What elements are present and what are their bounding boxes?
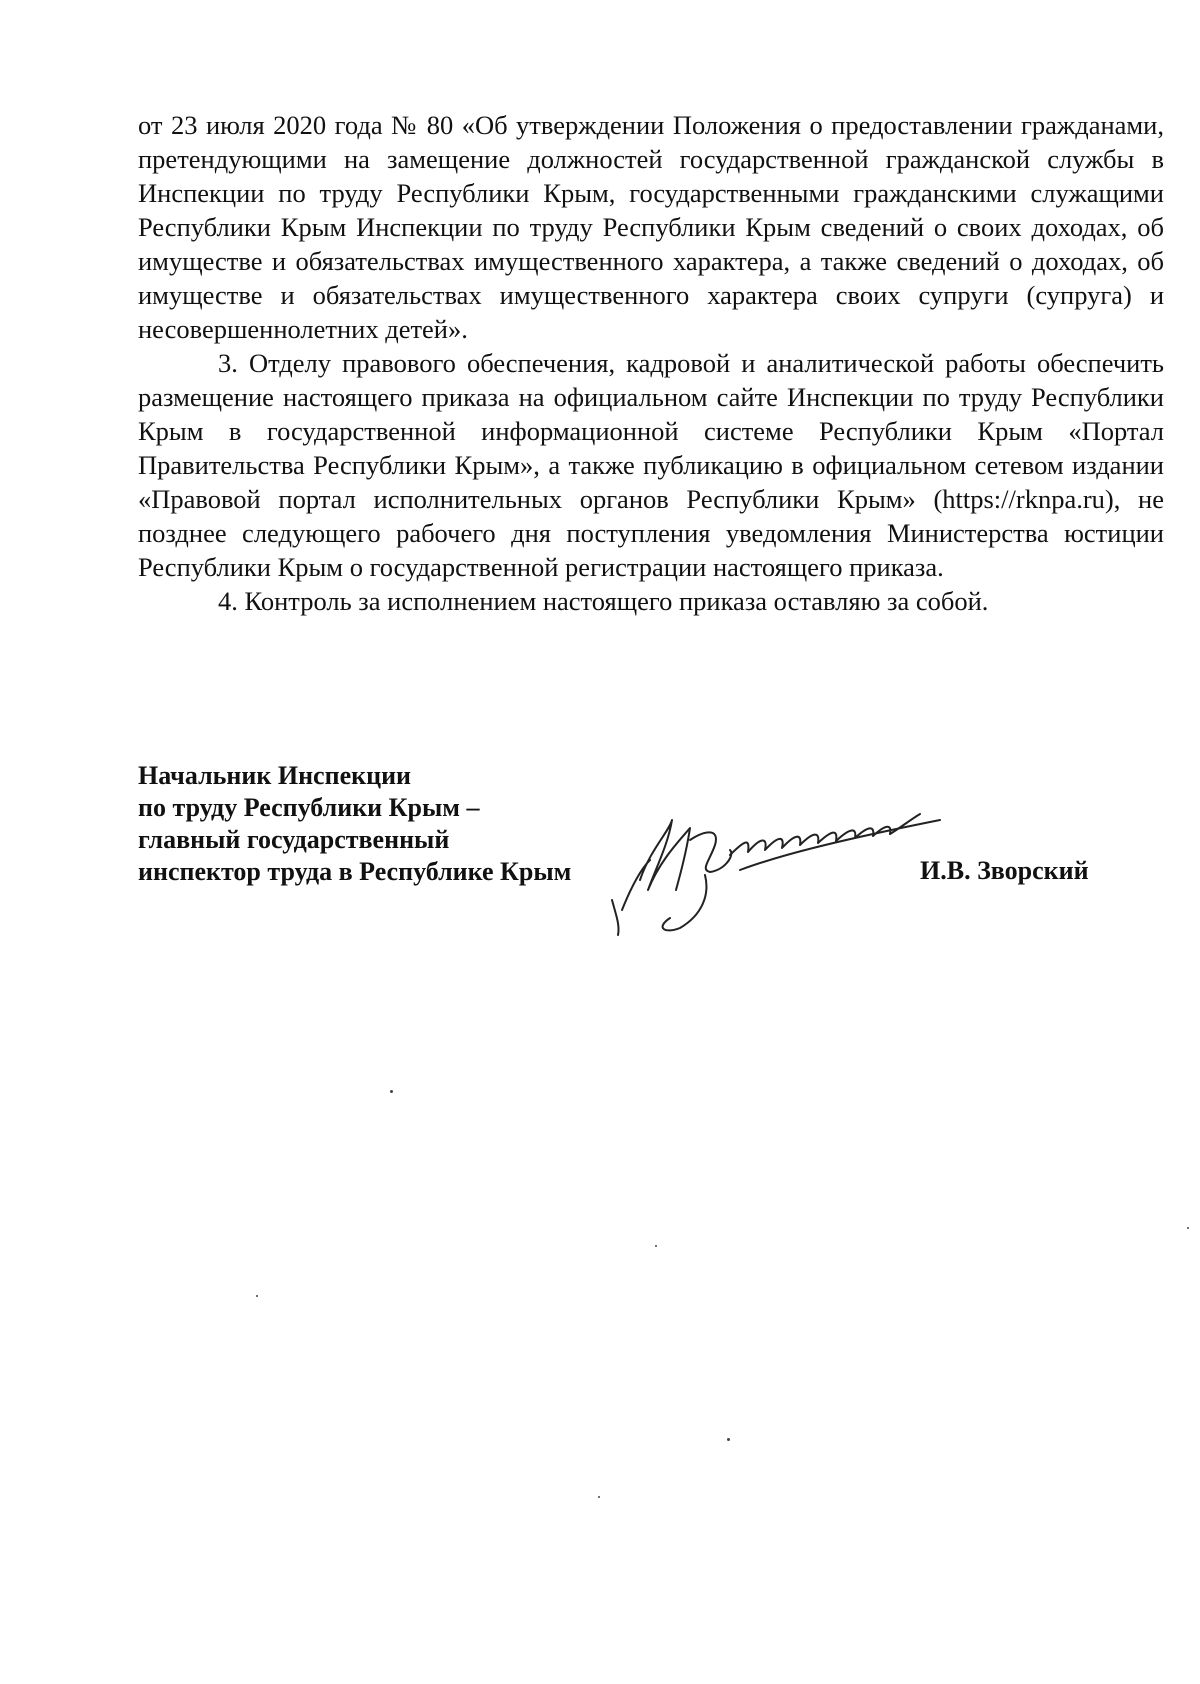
scan-speck <box>598 1496 600 1498</box>
scan-speck <box>655 1245 657 1247</box>
handwritten-signature <box>610 800 970 940</box>
scan-speck <box>1187 1227 1189 1229</box>
document-body <box>138 108 1164 618</box>
signatory-title-line: по труду Республики Крым – <box>138 793 480 822</box>
paragraph-continuation: от 23 июля 2020 года № 80 «Об утверждении Положения о предоставлении гражданами, претендующими на замещение должностей государственной гражданской службы в Инспекции по труду Республики Крым, государственными гражданскими служащими Республики Крым Инспекции по труду Республики Крым сведений о своих доходах, об имуществе и обязательствах имущественного характера, а также сведений о доходах, об имуществе и обязательствах имущественного характера своих супруги (супруга) и несовершеннолетних детей». <box>138 110 1164 344</box>
scan-speck <box>256 1295 258 1297</box>
paragraph-item-3: 3. Отделу правового обеспечения, кадровой и аналитической работы обеспечить размещение настоящего приказа на официальном сайте Инспекции по труду Республики Крым в государственной информационной системе Республики Крым «Портал Правительства Республики Крым», а также публикацию в официальном сетевом издании «Правовой портал исполнительных органов Республики Крым» (https://rknpa.ru), не позднее следующего рабочего дня поступления уведомления Министерства юстиции Республики Крым о государственной регистрации настоящего приказа. <box>138 348 1164 582</box>
signatory-name: И.В. Зворский <box>920 856 1089 885</box>
paragraph-item-4: 4. Контроль за исполнением настоящего приказа оставляю за собой. <box>218 586 989 616</box>
signatory-title-line: Начальник Инспекции <box>138 761 412 790</box>
scan-speck <box>390 1090 393 1093</box>
signatory-title <box>138 760 571 888</box>
scan-speck <box>727 1438 730 1441</box>
signatory-title-line: инспектор труда в Республике Крым <box>138 857 572 886</box>
signatory-title-line: главный государственный <box>138 825 450 854</box>
